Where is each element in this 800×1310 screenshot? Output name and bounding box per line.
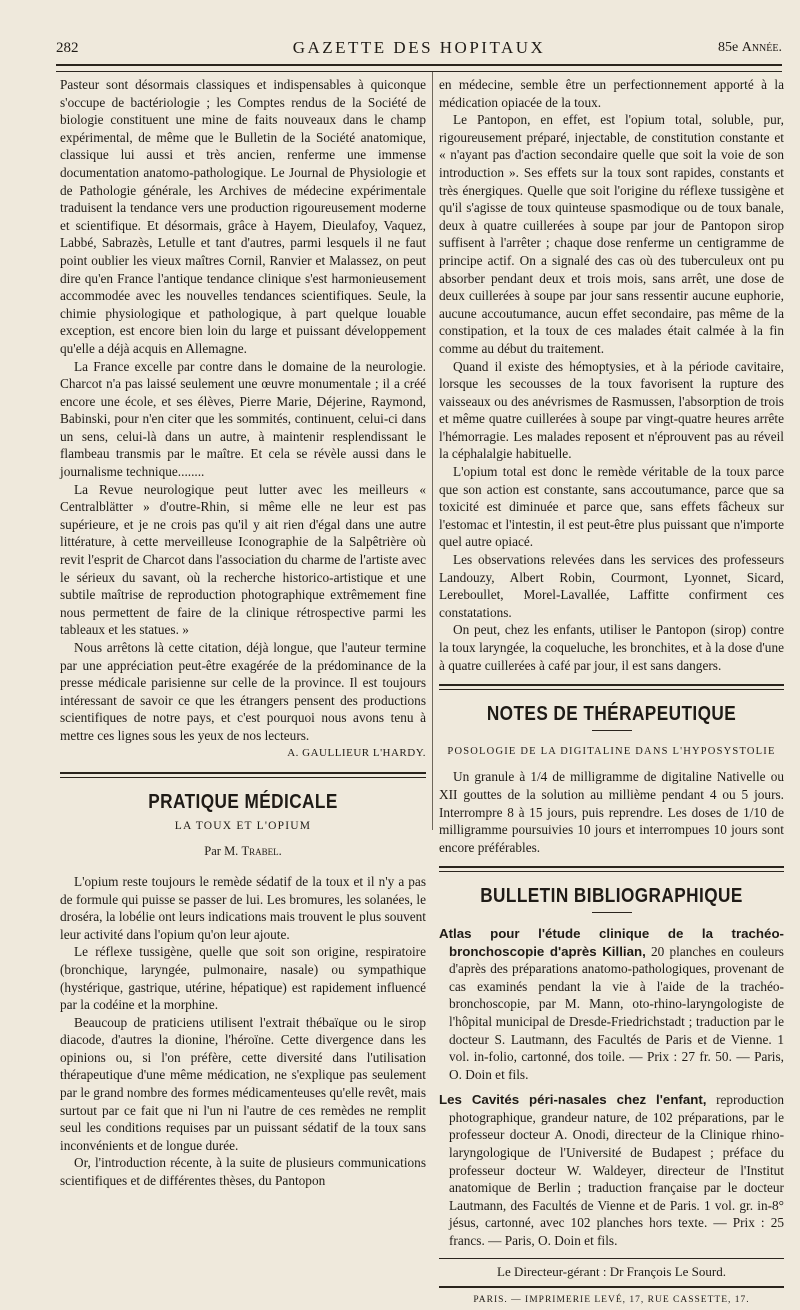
paragraph: Beaucoup de praticiens utilisent l'extrait thébaïque ou le sirop diacode, d'autres la dionine, l'héroïne. Cette divergence dans les opinions ou, si l'on préfère, cette diversité dans l'utilisation thérapeutique d'une même médication, ne s'explique pas seulement par le grand nombre des formes médicamenteuses qu'elle revêt, mais surtout par ce fait que ni l'un ni l'autre de ces remèdes ne remplit seul les conditions requises par un puissant sédatif de la toux sans inconvénients et de longue durée. [60, 1014, 426, 1153]
paragraph: Le réflexe tussigène, quelle que soit son origine, respiratoire (bronchique, laryngée, pulmonaire, nasale) ou sympathique (hystérique, gastrique, utérine, hépatique) est rapidement influencé par la codéine et la morphine. [60, 944, 426, 1013]
notes-subtitle: POSOLOGIE DE LA DIGITALINE DANS L'HYPOSYSTOLIE [447, 745, 776, 757]
director-line: Le Directeur-gérant : Dr François Le Sourd. [497, 1263, 726, 1279]
paragraph: Quand il existe des hémoptysies, et à la période cavitaire, lorsque les secousses de la toux favorisent la rupture des vaisseaux ou des anévrismes de Rasmussen, l'absorption de trois et même quatre cuillerées à soupe par vingt-quatre heures arrête l'hémorragie. Les malades reposent et n'éprouvent pas au réveil la céphalalgie habituelle. [439, 358, 784, 462]
paragraph: Le Pantopon, en effet, est l'opium total, soluble, pur, rigoureusement préparé, injectable, de constitution constante et « n'ayant pas d'action secondaire quelle que soit la voie de son introduction ». Ses effets sur la toux sont rapides, constants et très énergiques. Quelle que soit l'origine du réflexe tussigène et qu'il s'agisse de toux quinteuse spasmodique ou de toux banale, deux à quatre cuillerées à soupe par jour de Pantopon sirop suffisent à l'arrêter ; chaque dose renferme un centigramme de principe actif. On a signalé des cas où des tuberculeux ont pu absorber pendant deux et trois mois, sans arrêt, une dose de deux cuillerées à soupe par jour sans ressentir aucune euphorie, aucune accoutumance, aucun effet secondaire, pas même de la constipation, et la toux de ces malades était calmée à la fin comme au début du traitement. [439, 112, 784, 356]
paragraph: L'opium total est donc le remède véritable de la toux parce que son action est constante, sans accoutumance, parce que sa toxicité est diminuée et parce que, sans effets fâcheux sur l'estomac et l'intestin, il est peut-être plus puissant que n'importe quel autre opiacé. [439, 464, 784, 550]
paragraph: Un granule à 1/4 de milligramme de digitaline Nativelle ou XII gouttes de la solution au millième pendant 4 ou 5 jours. Interrompre 8 à 15 jours, puis reprendre. Les doses de 1/10 de milligramme poursuivies 10 jours et interrompues 10 jours sont encore préférables. [439, 769, 784, 855]
article-author: Par M. Trabel. [204, 844, 282, 859]
signature: A. GAULLIEUR L'HARDY. [287, 746, 426, 759]
year-label: 85e Année. [718, 40, 782, 55]
section-title: NOTES DE THÉRAPEUTIQUE [486, 703, 737, 726]
short-rule [592, 730, 632, 731]
paragraph: La Revue neurologique peut lutter avec les meilleurs « Centralblätter » d'outre-Rhin, si même elle ne leur est pas supérieure, et je ne crois pas qu'il y ait rien d'égal dans une autre littérature, à cette merveilleuse Iconographie de la Salpêtrière où revit l'esprit de Charcot dans l'association du charme de l'artiste avec le sérieux du savant, où la recherche historico-artistique et une subtile maîtrise de reproduction photographique extrêmement fine nous permettent de faire de la clinique rétrospective parmi les tableaux et les statues. » [60, 481, 426, 638]
left-column [60, 76, 426, 1190]
article-title: LA TOUX ET L'OPIUM [174, 819, 312, 832]
footer-rule [439, 1258, 784, 1259]
printer-line: PARIS. — IMPRIMERIE LEVÉ, 17, RUE CASSETTE, 17. [473, 1295, 750, 1306]
section-rule [60, 772, 426, 778]
bib-entry: Atlas pour l'étude clinique de la trachéo-bronchoscopie d'après Killian, 20 planches en couleurs d'après des préparations anatomo-pathologiques, provenant de cas examinés pendant la vie à l'aide de la trachéo-bronchoscopie, par M. Mann, oto-rhino-laryngologiste de l'hôpital municipal de Dresde-Friedrichstadt ; traduction par le docteur S. Lautmann, des Facultés de Paris et de Vienne. 1 vol. in-folio, cartonné, dos toile. — Prix : 27 fr. 50. — Paris, O. Doin et fils. [439, 925, 784, 1082]
paragraph: Les observations relevées dans les services des professeurs Landouzy, Albert Robin, Courmont, Lyonnet, Sicard, Lereboullet, Morel-Lavallée, Laffitte confirment ces constatations. [439, 552, 784, 620]
paragraph: Nous arrêtons là cette citation, déjà longue, que l'auteur termine par une appréciation peut-être exagérée de la prédominance de la presse médicale parisienne sur celle de la province. Il est toujours intéressant de savoir ce que les étrangers pensent des productions scientifiques de notre pays, et c'est pourquoi nous avons tenu à mettre ces lignes sous les yeux de nos lecteurs. [60, 640, 426, 743]
short-rule [592, 912, 632, 913]
paragraph: Pasteur sont désormais classiques et indispensables à quiconque s'occupe de bactériologie ; les Comptes rendus de la Société de biologie constituent une mine de faits nouveaux dans le champ expérimental, de même que le Bulletin de la Société anatomique, classique lui aussi et très ancien, renferme une immense documentation anatomo-pathologique. Le Journal de Physiologie et de Pathologie générale, les Archives de médecine expérimentale traduisent la tendance vers une production rigoureusement moderne et scientifique. Et désormais, grâce à Hayem, Dieulafoy, Vaquez, Labbé, Sabrazès, Letulle et tant d'autres, parmi lesquels il ne faut point oublier les vieux maîtres Cornil, Ranvier et Malassez, on peut dire qu'en France l'antique tendance clinique s'est harmonieusement accommodée avec les nouvelles tendances scientifiques. Seule, la chimie physiologique et pathologique, à part quelque louable exception, est encore bien loin du large et puissant développement qu'elle a déjà acquis en Allemagne. [60, 77, 426, 356]
header-rule [56, 64, 782, 72]
bib-entry: Les Cavités péri-nasales chez l'enfant, reproduction photographique, grandeur nature, de 102 préparations, par le professeur docteur A. Onodi, directeur de la Clinique rhino-laryngologique de l'Université de Budapest ; préface du professeur docteur W. Waldeyer, directeur de l'Institut anatomique de Berlin ; traduction française par le docteur Lautmann, des Facultés de Vienne et de Paris. 1 vol. gr. in-8° jésus, cartonné, avec 102 planches hors texte. — Prix : 25 francs. — Paris, O. Doin et fils. [439, 1092, 785, 1249]
section-title: BULLETIN BIBLIOGRAPHIQUE [480, 885, 743, 908]
running-title: GAZETTE DES HOPITAUX [292, 38, 546, 57]
paragraph: On peut, chez les enfants, utiliser le Pantopon (sirop) contre la toux laryngée, la coqueluche, les bronchites, et à la dose d'une à quatre cuillerées à café par jour, il est sans dangers. [439, 622, 784, 673]
page-number: 282 [56, 40, 79, 56]
right-column [439, 76, 784, 1310]
paragraph: en médecine, semble être un perfectionnement apporté à la médication opiacée de la toux. [439, 77, 784, 110]
paragraph: La France excelle par contre dans le domaine de la neurologie. Charcot n'a pas laissé seulement une œuvre monumentale ; il a créé encore une école, et ses élèves, Pierre Marie, Déjerine, Raymond, Babinski, pour n'en citer que les sommités, continuent, celui-ci dans un sens, celui-là dans un autre, à maintenir resplendissant le flambeau transmis par le maître. Et cela se révèle aussi dans le journalisme technique........ [60, 358, 426, 480]
paragraph: L'opium reste toujours le remède sédatif de la toux et il n'y a pas de formule qui puisse se passer de lui. Les bromures, les solanées, le droséra, la lobélie ont leurs indications mais trouvent le plus souvent leur activité dans l'opium qu'on leur ajoute. [60, 873, 426, 942]
paragraph: Or, l'introduction récente, à la suite de plusieurs communications scientifiques et de différentes thèses, du Pantopon [60, 1155, 426, 1189]
section-title: PRATIQUE MÉDICALE [148, 791, 338, 814]
section-rule [439, 684, 784, 690]
column-divider [432, 72, 433, 830]
footer-rule [439, 1286, 784, 1288]
section-rule [439, 866, 784, 872]
page-header [56, 38, 782, 62]
